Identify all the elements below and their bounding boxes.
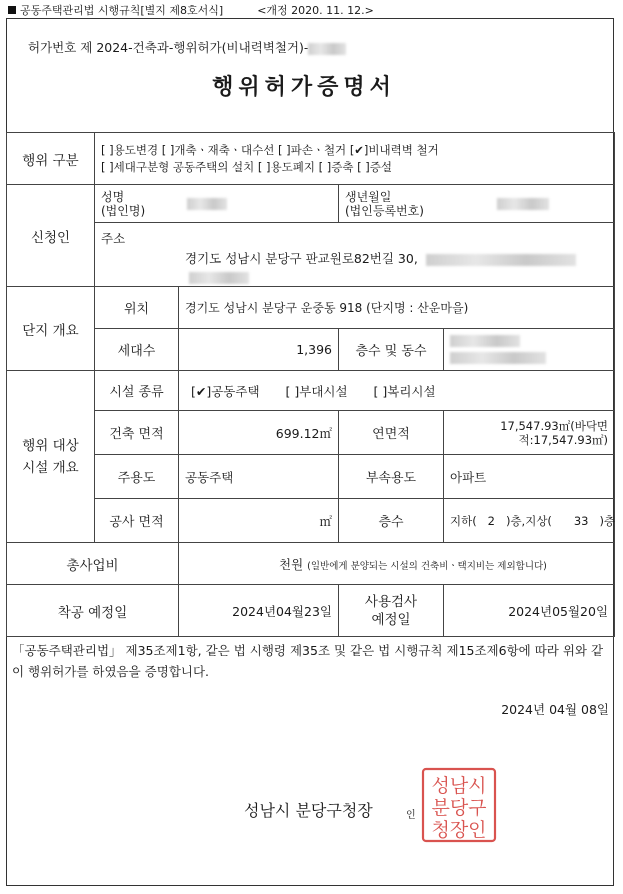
action-type-line2: [ ]세대구분형 공동주택의 설치 [ ]용도폐지 [ ]증축 [ ]증설	[101, 159, 392, 174]
facility-area-row	[7, 411, 615, 455]
inspect-value: 2024년05월20일	[444, 585, 615, 637]
applicant-name-row	[7, 185, 615, 223]
seal-line-1: 성남시	[431, 775, 487, 797]
cost-note: (일반에게 분양되는 시설의 건축비ㆍ택지비는 제외합니다)	[307, 560, 547, 572]
facility-label: 행위 대상 시설 개요	[7, 371, 95, 543]
cost-value-cell	[179, 543, 615, 585]
const-area-value: ㎡	[179, 499, 339, 543]
issuer-name: 성남시 분당구청장	[244, 801, 373, 820]
complex-location-row	[7, 287, 615, 329]
schedule-row	[7, 585, 615, 637]
cost-row	[7, 543, 615, 585]
floor-unit-value	[444, 329, 615, 371]
redacted-address-2	[189, 272, 249, 284]
facility-opt-housing: [✔]공동주택	[191, 383, 260, 399]
seal-line-3: 청장인	[431, 819, 487, 841]
name-label: 성명 (법인명)	[101, 189, 146, 218]
official-seal-icon	[420, 766, 498, 844]
revision-date: <개정 2020. 11. 12.>	[257, 4, 374, 17]
location-value: 경기도 성남시 분당구 운중동 918 (단지명 : 산운마을)	[179, 287, 615, 329]
form-reference: 공동주택관리법 시행규칙[별지 제8호서식]	[20, 4, 224, 17]
page-title: 행위허가증명서	[212, 75, 396, 100]
cost-unit: 천원	[279, 556, 304, 572]
start-value: 2024년04월23일	[179, 585, 339, 637]
square-bullet-icon	[8, 6, 16, 14]
applicant-address-row	[7, 223, 615, 287]
inspect-label: 사용검사 예정일	[339, 585, 444, 637]
sub-use-label: 부속용도	[339, 455, 444, 499]
cost-label: 총사업비	[7, 543, 179, 585]
floors-label: 층수	[339, 499, 444, 543]
action-type-row	[7, 133, 615, 185]
facility-opt-welfare: [ ]복리시설	[373, 383, 436, 399]
permit-number-text: 허가번호 제 2024-건축과-행위허가(비내력벽철거)-	[28, 40, 309, 55]
redacted-block	[308, 43, 346, 55]
redacted-units	[450, 352, 546, 364]
main-use-value: 공동주택	[179, 455, 339, 499]
complex-label: 단지 개요	[7, 287, 95, 371]
applicant-name-cell	[95, 185, 339, 223]
households-value: 1,396	[179, 329, 339, 371]
main-use-label: 주용도	[95, 455, 179, 499]
facility-const-row	[7, 499, 615, 543]
certificate-table	[6, 132, 615, 637]
sub-use-value: 아파트	[444, 455, 615, 499]
action-type-options	[95, 133, 615, 185]
facility-opt-annex: [ ]부대시설	[285, 383, 348, 399]
permit-number	[28, 38, 346, 56]
address-value: 경기도 성남시 분당구 판교원로82번길 30,	[185, 251, 418, 266]
build-area-label: 건축 면적	[95, 411, 179, 455]
applicant-address-cell	[95, 223, 615, 287]
const-area-label: 공사 면적	[95, 499, 179, 543]
seal-label: 인	[406, 810, 416, 821]
floors-value: 지하( 2 )층,지상( 33 )층	[444, 499, 615, 543]
action-type-line1: [ ]용도변경 [ ]개축ㆍ재축ㆍ대수선 [ ]파손ㆍ철거 [✔]비내력벽 철거	[101, 142, 439, 157]
applicant-label: 신청인	[7, 185, 95, 287]
facility-type-row	[7, 371, 615, 411]
total-area-label: 연면적	[339, 411, 444, 455]
redacted-name	[187, 198, 227, 210]
facility-use-row	[7, 455, 615, 499]
build-area-value: 699.12㎡	[179, 411, 339, 455]
location-label: 위치	[95, 287, 179, 329]
address-label: 주소	[101, 231, 126, 246]
redacted-birth	[497, 198, 549, 210]
seal-line-2: 분당구	[431, 797, 487, 819]
facility-type-label: 시설 종류	[95, 371, 179, 411]
total-area-value: 17,547.93㎡(바닥면적:17,547.93㎡)	[444, 411, 615, 455]
applicant-birth-cell	[339, 185, 615, 223]
redacted-address	[426, 254, 576, 266]
issue-date: 2024년 04월 08일	[501, 702, 609, 717]
floor-unit-label: 층수 및 동수	[339, 329, 444, 371]
action-type-label: 행위 구분	[7, 133, 95, 185]
households-label: 세대수	[95, 329, 179, 371]
start-label: 착공 예정일	[7, 585, 179, 637]
redacted-floors	[450, 335, 520, 347]
complex-households-row	[7, 329, 615, 371]
birth-label: 생년월일 (법인등록번호)	[345, 189, 424, 218]
certification-statement: 「공동주택관리법」 제35조제1항, 같은 법 시행령 제35조 및 같은 법 시행규칙 제15조제6항에 따라 위와 같이 행위허가를 하였음을 증명합니다.	[12, 643, 604, 679]
facility-type-options	[179, 371, 615, 411]
form-header	[8, 2, 374, 18]
